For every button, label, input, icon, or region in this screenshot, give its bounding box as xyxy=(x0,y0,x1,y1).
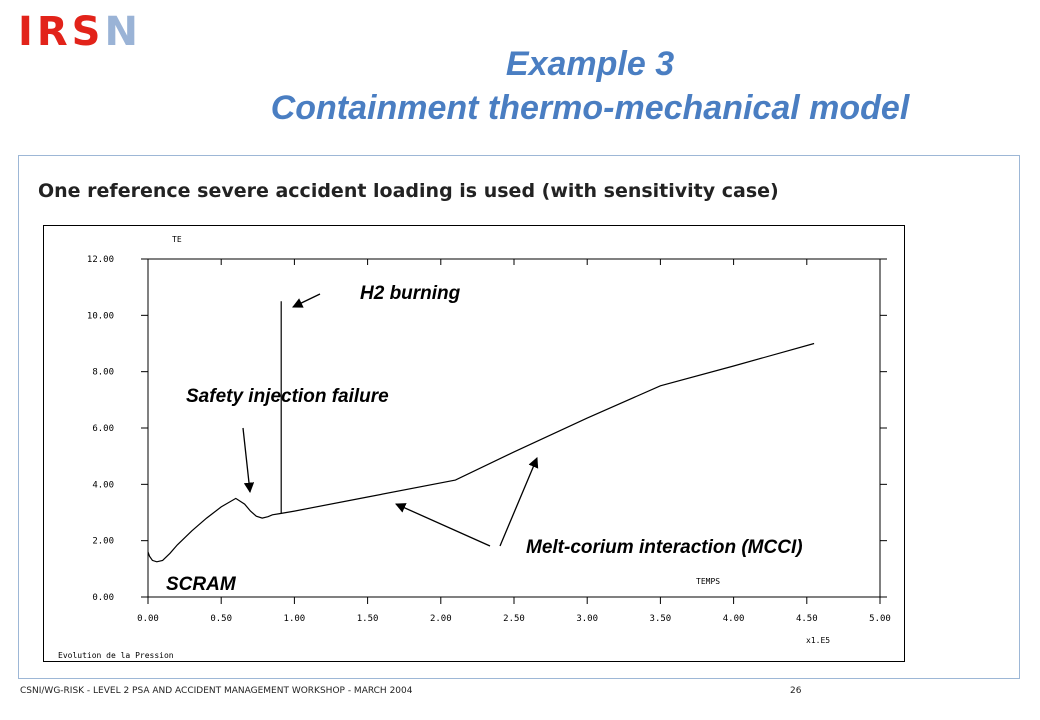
annotation-h2-burning: H2 burning xyxy=(360,283,461,304)
y-tick-label: 12.00 xyxy=(86,255,114,265)
x-tick-label: 3.00 xyxy=(576,614,599,624)
safety-injection-arrow xyxy=(243,428,250,492)
page-number: 26 xyxy=(790,686,802,696)
annotation-scram: SCRAM xyxy=(166,574,236,595)
x-scale-label: x1.E5 xyxy=(806,636,831,645)
y-tick-label: 10.00 xyxy=(86,311,114,322)
x-tick-label: 4.00 xyxy=(722,614,745,624)
footer-text: CSNI/WG-RISK - LEVEL 2 PSA AND ACCIDENT MANAGEMENT WORKSHOP - MARCH 2004 xyxy=(20,686,413,696)
x-tick-label: 0.50 xyxy=(210,614,233,624)
annotation-mcci: Melt-corium interaction (MCCI) xyxy=(526,537,803,558)
irsn-logo xyxy=(18,9,142,55)
chart-frame xyxy=(43,225,905,662)
title-line-1: Example 3 xyxy=(505,45,675,83)
chart-caption: Evolution de la Pression xyxy=(58,651,174,660)
pressure-chart xyxy=(44,226,904,661)
x-tick-label: 1.50 xyxy=(356,614,379,624)
series-layer xyxy=(148,301,814,562)
x-axis-label: TEMPS xyxy=(696,577,721,586)
y-tick-label: 2.00 xyxy=(92,536,114,547)
y-tick-label: 4.00 xyxy=(92,480,114,491)
y-tick-label: 0.00 xyxy=(92,593,114,603)
y-axis-label: TE xyxy=(172,235,182,244)
annotation-layer xyxy=(166,283,803,595)
annotation-safety-injection-failure: Safety injection failure xyxy=(186,386,389,407)
title-line-2: Containment thermo-mechanical model xyxy=(270,89,910,127)
x-tick-label: 2.50 xyxy=(503,614,525,624)
y-tick-label: 6.00 xyxy=(92,424,114,434)
mcci-arrow-2 xyxy=(500,458,537,546)
x-tick-label: 0.00 xyxy=(137,614,159,624)
pressure-series-line xyxy=(148,344,814,562)
logo-text: IRS xyxy=(18,9,105,55)
h2-burning-arrow xyxy=(293,294,320,307)
x-tick-label: 1.00 xyxy=(283,614,306,624)
slide-subtitle: One reference severe accident loading is used (with sensitivity case) xyxy=(38,180,779,202)
y-tick-label: 8.00 xyxy=(92,367,114,378)
x-tick-label: 3.50 xyxy=(649,614,672,624)
x-tick-label: 4.50 xyxy=(795,614,818,624)
x-tick-label: 5.00 xyxy=(869,614,891,624)
axes-layer xyxy=(58,235,891,660)
x-tick-label: 2.00 xyxy=(429,614,452,624)
slide-title xyxy=(140,42,1040,130)
mcci-arrow-1 xyxy=(396,504,490,546)
logo-accent-letter: N xyxy=(104,9,142,55)
